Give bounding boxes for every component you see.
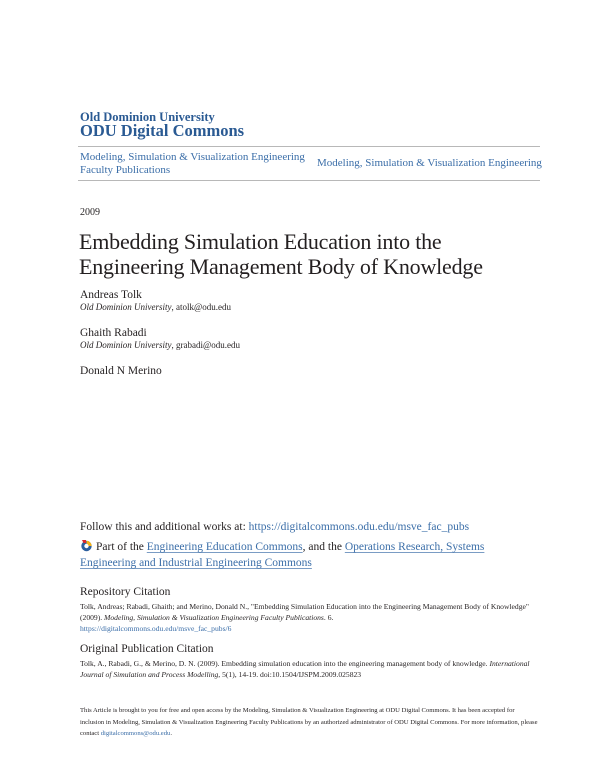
author-block [80,365,162,377]
department-link[interactable]: Modeling, Simulation & Visualization Engineering [317,157,542,169]
citation-text: Tolk, Andreas; Rabadi, Ghaith; and Merino, Donald N., "Embedding Simulation Education into the Engineering Management Body of Knowledge" (2009). [80,602,529,622]
repository-citation-text [80,601,540,634]
author-affiliation [80,340,240,350]
publication-year: 2009 [80,207,100,218]
citation-journal: International Journal of Simulation and Process Modelling [80,659,530,679]
author-email: grabadi@odu.edu [176,340,241,350]
repository-citation-heading: Repository Citation [80,586,171,598]
part-of-mid: , and the [302,541,345,553]
engineering-education-commons-link[interactable]: Engineering Education Commons [146,541,303,553]
affiliation-name: Old Dominion University [80,340,172,350]
citation-details: , 5(1), 14-19. doi:10.1504/IJSPM.2009.025823 [218,670,362,679]
follow-url-link[interactable]: https://digitalcommons.odu.edu/msve_fac_pubs [248,521,470,533]
original-citation-heading: Original Publication Citation [80,643,214,655]
series-link-faculty-publications[interactable]: Modeling, Simulation & Visualization Engineering Faculty Publications [80,151,305,176]
part-of-prefix: Part of the [96,541,147,553]
affiliation-name: Old Dominion University [80,302,172,312]
author-name: Donald N Merino [80,365,162,377]
comma: , [171,302,176,312]
author-name: Ghaith Rabadi [80,327,147,339]
notice-end: . [170,730,172,737]
follow-line [80,521,469,533]
divider-bottom [78,180,540,181]
author-email: atolk@odu.edu [176,302,232,312]
divider-top [78,146,540,147]
article-title [79,229,483,279]
repository-name[interactable]: ODU Digital Commons [80,121,245,140]
title-line-1: Embedding Simulation Education into the [79,229,442,254]
comma: , [171,340,176,350]
access-notice [80,705,540,740]
notice-text: This Article is brought to you for free and open access by the Modeling, Simulation & Visualization Engineering at ODU Digital Commons. It has been accepted for inclusion in Modeling, Simulation & Visualization Engineering Faculty Publications by an authorized administrator of ODU Digital Commons. For more information, please contact [80,707,538,737]
original-citation-text [80,658,540,680]
part-of-line [80,539,510,571]
author-block [80,327,240,350]
author-block [80,289,231,312]
author-name: Andreas Tolk [80,289,142,301]
citation-text: Tolk, A., Rabadi, G., & Merino, D. N. (2009). Embedding simulation education into the engineering management body of knowledge. [80,659,490,668]
author-affiliation [80,302,231,312]
institution-name: Old Dominion University [80,110,215,124]
follow-prefix: Follow this and additional works at: [80,521,249,533]
citation-journal: Modeling, Simulation & Visualization Engineering Faculty Publications [104,613,324,622]
contact-email-link[interactable]: digitalcommons@odu.edu [100,730,171,737]
digital-commons-network-icon [80,539,93,552]
citation-number: . 6. [323,613,334,622]
citation-url-link[interactable]: https://digitalcommons.odu.edu/msve_fac_pubs/6 [80,624,232,633]
title-line-2: Engineering Management Body of Knowledge [79,254,483,279]
operations-research-commons-link[interactable]: Operations Research, Systems Engineering and Industrial Engineering Commons [80,541,485,569]
repository-citation [80,586,540,634]
original-publication-citation [80,643,540,680]
